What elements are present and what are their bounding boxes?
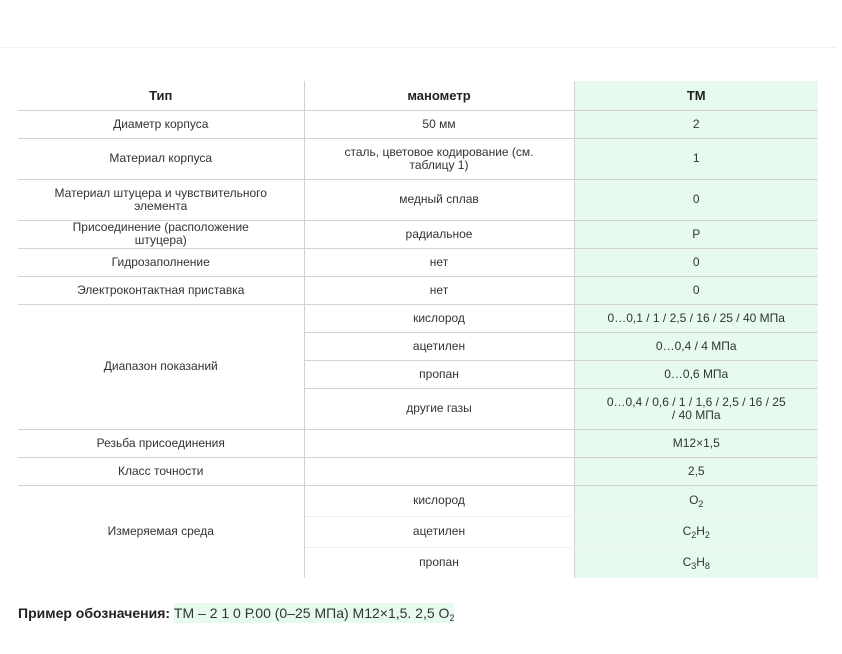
table-row — [18, 138, 818, 179]
accuracy-gauge-cell — [304, 457, 574, 485]
formula-symbol: C — [682, 555, 692, 570]
gauge-cell: нет — [304, 248, 574, 276]
table-header-row — [18, 81, 818, 110]
medium-gas-cell: пропан — [304, 547, 574, 578]
gauge-cell: 50 мм — [304, 110, 574, 138]
example-label: Пример обозначения: — [18, 605, 171, 621]
code-cell: 0 — [574, 179, 818, 220]
formula-symbol: C — [682, 524, 692, 538]
param-cell: Гидрозаполнение — [18, 248, 304, 276]
medium-formula-cell — [574, 485, 818, 516]
example-code — [174, 603, 455, 623]
code-cell: 0 — [574, 276, 818, 304]
range-value-cell: 0…0,4 / 4 МПа — [574, 332, 818, 360]
formula-subscript: 8 — [704, 561, 710, 572]
medium-formula-cell — [574, 516, 818, 547]
header-code: ТМ — [574, 81, 818, 110]
code-cell: Р — [574, 220, 818, 248]
example-code-main: ТМ – 2 1 0 Р.00 (0–25 МПа) М12×1,5. 2,5 O — [173, 605, 450, 621]
spec-table — [18, 81, 818, 578]
range-gas-cell: другие газы — [304, 388, 574, 429]
accuracy-param-cell: Класс точности — [18, 457, 304, 485]
range-gas-cell: пропан — [304, 360, 574, 388]
medium-gas-cell: ацетилен — [304, 516, 574, 547]
range-gas-cell: ацетилен — [304, 332, 574, 360]
formula-subscript: 2 — [691, 530, 697, 540]
designation-example — [18, 605, 454, 621]
table-row — [18, 276, 818, 304]
gauge-cell: сталь, цветовое кодирование (см. таблицу 1) — [304, 138, 574, 179]
gauge-cell: радиальное — [304, 220, 574, 248]
param-cell: Материал штуцера и чувствительного элемента — [18, 179, 304, 220]
formula-subscript: 2 — [704, 530, 710, 540]
table-row — [18, 179, 818, 220]
table-row — [18, 457, 818, 485]
formula-symbol: O — [689, 493, 699, 507]
header-type: Тип — [18, 81, 304, 110]
code-cell: 1 — [574, 138, 818, 179]
table-row — [18, 248, 818, 276]
formula-subscript: 3 — [691, 561, 697, 572]
thread-code-cell: М12×1,5 — [574, 429, 818, 457]
formula-symbol: H — [696, 524, 705, 538]
param-cell: Материал корпуса — [18, 138, 304, 179]
range-value-cell: 0…0,4 / 0,6 / 1 / 1,6 / 2,5 / 16 / 25 / 40 МПа — [574, 388, 818, 429]
thread-gauge-cell — [304, 429, 574, 457]
gauge-cell: медный сплав — [304, 179, 574, 220]
accuracy-code-cell: 2,5 — [574, 457, 818, 485]
range-value-cell: 0…0,6 МПа — [574, 360, 818, 388]
table-row — [18, 429, 818, 457]
example-code-sub: 2 — [449, 613, 455, 623]
param-cell: Электроконтактная приставка — [18, 276, 304, 304]
thread-param-cell: Резьба присоединения — [18, 429, 304, 457]
medium-param-cell: Измеряемая среда — [18, 485, 304, 578]
range-value-cell: 0…0,1 / 1 / 2,5 / 16 / 25 / 40 МПа — [574, 304, 818, 332]
code-cell: 2 — [574, 110, 818, 138]
table-row — [18, 485, 818, 516]
code-cell: 0 — [574, 248, 818, 276]
formula-subscript: 2 — [698, 499, 704, 509]
table-row — [18, 220, 818, 248]
param-cell: Присоединение (расположение штуцера) — [18, 220, 304, 248]
table-row — [18, 304, 818, 332]
param-cell: Диаметр корпуса — [18, 110, 304, 138]
gauge-cell: нет — [304, 276, 574, 304]
medium-gas-cell: кислород — [304, 485, 574, 516]
table-row — [18, 110, 818, 138]
range-param-cell: Диапазон показаний — [18, 304, 304, 429]
top-divider — [0, 47, 836, 48]
spec-table-body — [18, 81, 818, 578]
header-gauge: манометр — [304, 81, 574, 110]
medium-formula-cell — [574, 547, 818, 578]
range-gas-cell: кислород — [304, 304, 574, 332]
formula-symbol: H — [696, 555, 705, 570]
